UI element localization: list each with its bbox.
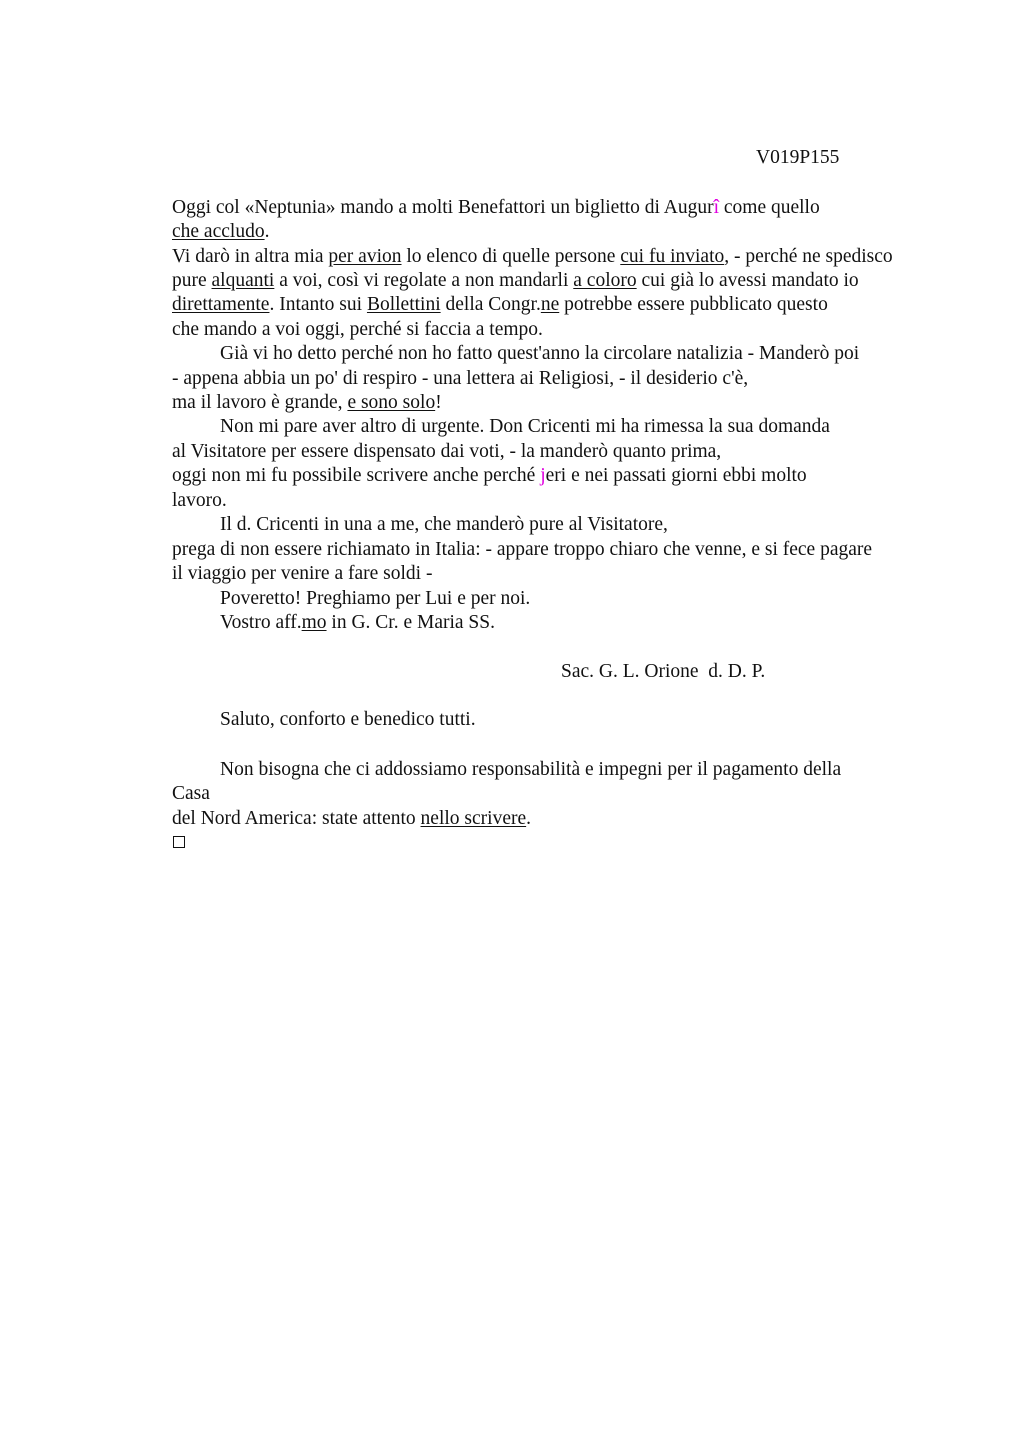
text-segment: Poveretto! Preghiamo per Lui e per noi. <box>220 588 531 609</box>
text-segment: . Intanto sui <box>269 294 367 315</box>
letter-line <box>220 513 668 537</box>
postscript-line <box>172 782 210 806</box>
text-segment: Vostro aff. <box>220 612 302 633</box>
text-segment: potrebbe essere pubblicato questo <box>559 294 828 315</box>
text-segment: del Nord America: state attento <box>172 808 421 829</box>
text-segment: pure <box>172 270 212 291</box>
document-reference: V019P155 <box>756 147 840 168</box>
text-segment: a voi, così vi regolate a non mandarli <box>274 270 574 291</box>
letter-line <box>172 489 227 513</box>
text-segment: al Visitatore per essere dispensato dai voti, - la manderò quanto prima, <box>172 441 722 462</box>
text-segment: Oggi col «Neptunia» mando a molti Benefattori un biglietto di Augur <box>172 197 714 218</box>
text-segment: Non mi pare aver altro di urgente. Don Cricenti mi ha rimessa la sua domanda <box>220 416 830 437</box>
letter-line <box>172 220 269 244</box>
postscript-line <box>220 708 476 732</box>
text-segment: . <box>264 221 270 242</box>
letter-line <box>172 440 721 464</box>
text-segment: il viaggio per venire a fare soldi - <box>172 563 433 584</box>
text-segment: come quello <box>719 197 820 218</box>
text-segment: Saluto, conforto e benedico tutti. <box>220 709 476 730</box>
text-segment: ! <box>435 392 442 413</box>
letter-line <box>172 464 807 488</box>
letter-line <box>172 293 828 317</box>
text-segment: lavoro. <box>172 490 227 511</box>
text-segment: Il d. Cricenti in una a me, che manderò pure al Visitatore, <box>220 514 668 535</box>
letter-line <box>172 318 543 342</box>
empty-box-symbol <box>173 836 185 848</box>
underlined-text: e sono solo <box>347 392 436 413</box>
text-segment: eri e nei passati giorni ebbi molto <box>545 465 807 486</box>
postscript-line <box>172 807 531 831</box>
letter-line <box>172 538 872 562</box>
letter-line <box>220 415 830 439</box>
letter-line <box>220 611 495 635</box>
postscript-line <box>220 758 841 782</box>
text-segment: cui già lo avessi mandato io <box>636 270 859 291</box>
underlined-text: mo <box>301 612 327 633</box>
underlined-text: per avion <box>328 246 402 267</box>
text-segment: che mando a voi oggi, perché si faccia a tempo. <box>172 319 543 340</box>
highlighted-character: j <box>540 465 546 486</box>
underlined-text: cui fu inviato <box>620 246 725 267</box>
text-segment: lo elenco di quelle persone <box>401 246 621 267</box>
letter-line <box>172 245 893 269</box>
letter-line <box>220 342 859 366</box>
letter-line <box>172 562 432 586</box>
text-segment: . <box>526 808 531 829</box>
underlined-text: ne <box>540 294 560 315</box>
text-segment: della Congr. <box>440 294 541 315</box>
text-segment: Già vi ho detto perché non ho fatto quest'anno la circolare natalizia - Manderò poi <box>220 343 860 364</box>
text-segment: Non bisogna che ci addossiamo responsabilità e impegni per il pagamento della <box>220 759 842 780</box>
text-segment: Vi darò in altra mia <box>172 246 329 267</box>
underlined-text: Bollettini <box>366 294 441 315</box>
letter-line <box>172 269 859 293</box>
letter-line <box>172 367 748 391</box>
text-segment: oggi non mi fu possibile scrivere anche perché <box>172 465 541 486</box>
underlined-text: a coloro <box>573 270 637 291</box>
underlined-text: nello scrivere <box>420 808 527 829</box>
text-segment: ma il lavoro è grande, <box>172 392 348 413</box>
underlined-text: alquanti <box>211 270 275 291</box>
text-segment: Casa <box>172 783 210 804</box>
text-segment: prega di non essere richiamato in Italia: - appare troppo chiaro che venne, e si fece pagare <box>172 539 873 560</box>
underlined-text: che accludo <box>172 221 265 242</box>
letter-line <box>172 391 442 415</box>
underlined-text: direttamente <box>172 294 270 315</box>
highlighted-character: î <box>713 197 719 218</box>
letter-line <box>220 587 530 611</box>
signature: Sac. G. L. Orione d. D. P. <box>561 661 766 682</box>
text-segment: in G. Cr. e Maria SS. <box>326 612 495 633</box>
text-segment: - appena abbia un po' di respiro - una lettera ai Religiosi, - il desiderio c'è, <box>172 368 749 389</box>
letter-line <box>172 196 820 220</box>
text-segment: , - perché ne spedisco <box>724 246 893 267</box>
